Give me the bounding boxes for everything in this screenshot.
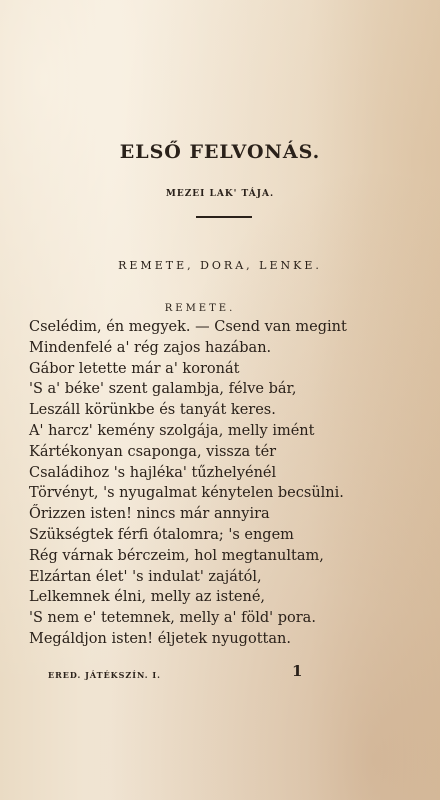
verse-line: 'S nem e' tetemnek, melly a' föld' pora.: [29, 610, 316, 627]
verse-line: Mindenfelé a' rég zajos hazában.: [29, 339, 272, 356]
verse-line: A' harcz' kemény szolgája, melly imént: [29, 422, 315, 439]
verse-line: Rég várnak bérczeim, hol megtanultam,: [29, 547, 324, 564]
verse-line: Gábor letette már a' koronát: [29, 360, 240, 377]
verse-line: Elzártan élet' 's indulat' zajától,: [29, 568, 262, 585]
verse-line: Törvényt, 's nyugalmat kénytelen becsülni.: [29, 485, 344, 502]
signature-mark: ERED. JÁTÉKSZÍN. I.: [48, 670, 161, 680]
verse-line: 'S a' béke' szent galambja, félve bár,: [29, 381, 297, 398]
divider: [196, 216, 252, 218]
verse-line: Családihoz 's hajléka' tűzhelyénél: [29, 464, 277, 481]
verse-line: Lelkemnek élni, melly az istené,: [29, 589, 266, 606]
verse-block: [29, 317, 409, 650]
verse-line: Cselédim, én megyek. — Csend van megint: [29, 319, 347, 335]
verse-line: Szükségtek férfi ótalomra; 's engem: [29, 526, 294, 543]
verse-line: Őrizzen isten! nincs már annyira: [29, 506, 270, 523]
scene-setting: MEZEI LAK' TÁJA.: [165, 189, 275, 199]
act-title: ELSŐ FELVONÁS.: [119, 141, 321, 163]
page-number: 1: [292, 662, 303, 680]
verse-line: Kártékonyan csaponga, vissza tér: [29, 443, 277, 460]
speaker-name: REMETE.: [164, 303, 236, 314]
cast-list: REMETE, DORA, LENKE.: [118, 259, 322, 272]
verse-line: Megáldjon isten! éljetek nyugottan.: [29, 630, 291, 647]
verse-line: Leszáll körünkbe és tanyát keres.: [29, 402, 276, 419]
